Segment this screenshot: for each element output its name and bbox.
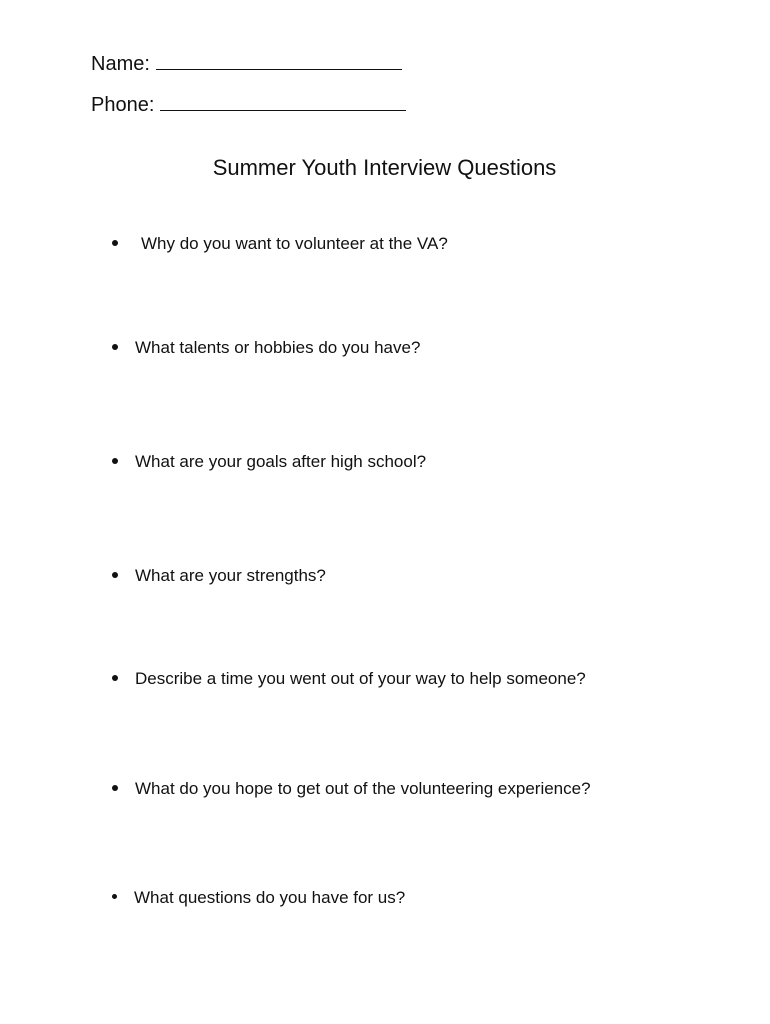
question-text: What do you hope to get out of the volunteering experience? — [135, 779, 591, 798]
name-field — [91, 50, 402, 76]
bullet-icon — [112, 240, 118, 246]
question-item — [112, 451, 426, 473]
phone-blank-line[interactable] — [160, 91, 406, 111]
question-text: Why do you want to volunteer at the VA? — [141, 234, 448, 253]
bullet-icon — [112, 675, 118, 681]
question-item — [112, 233, 448, 255]
page-title-text: Summer Youth Interview Questions — [212, 155, 557, 180]
question-item — [112, 337, 420, 359]
phone-label: Phone: — [91, 94, 155, 116]
bullet-icon — [112, 458, 118, 464]
question-text: What are your goals after high school? — [135, 452, 427, 471]
question-text: Describe a time you went out of your way to help someone? — [135, 669, 586, 688]
question-item — [112, 887, 405, 909]
phone-field — [91, 91, 406, 117]
bullet-icon — [112, 344, 118, 350]
question-item — [112, 668, 586, 690]
question-item — [112, 778, 591, 800]
name-label: Name: — [91, 53, 150, 75]
question-text: What talents or hobbies do you have? — [135, 338, 421, 357]
bullet-icon — [112, 894, 117, 899]
question-text: What are your strengths? — [135, 566, 326, 585]
bullet-icon — [112, 572, 118, 578]
bullet-icon — [112, 785, 118, 791]
name-blank-line[interactable] — [156, 50, 402, 70]
question-item — [112, 565, 326, 587]
question-text: What questions do you have for us? — [134, 888, 406, 907]
page-title — [0, 154, 770, 182]
